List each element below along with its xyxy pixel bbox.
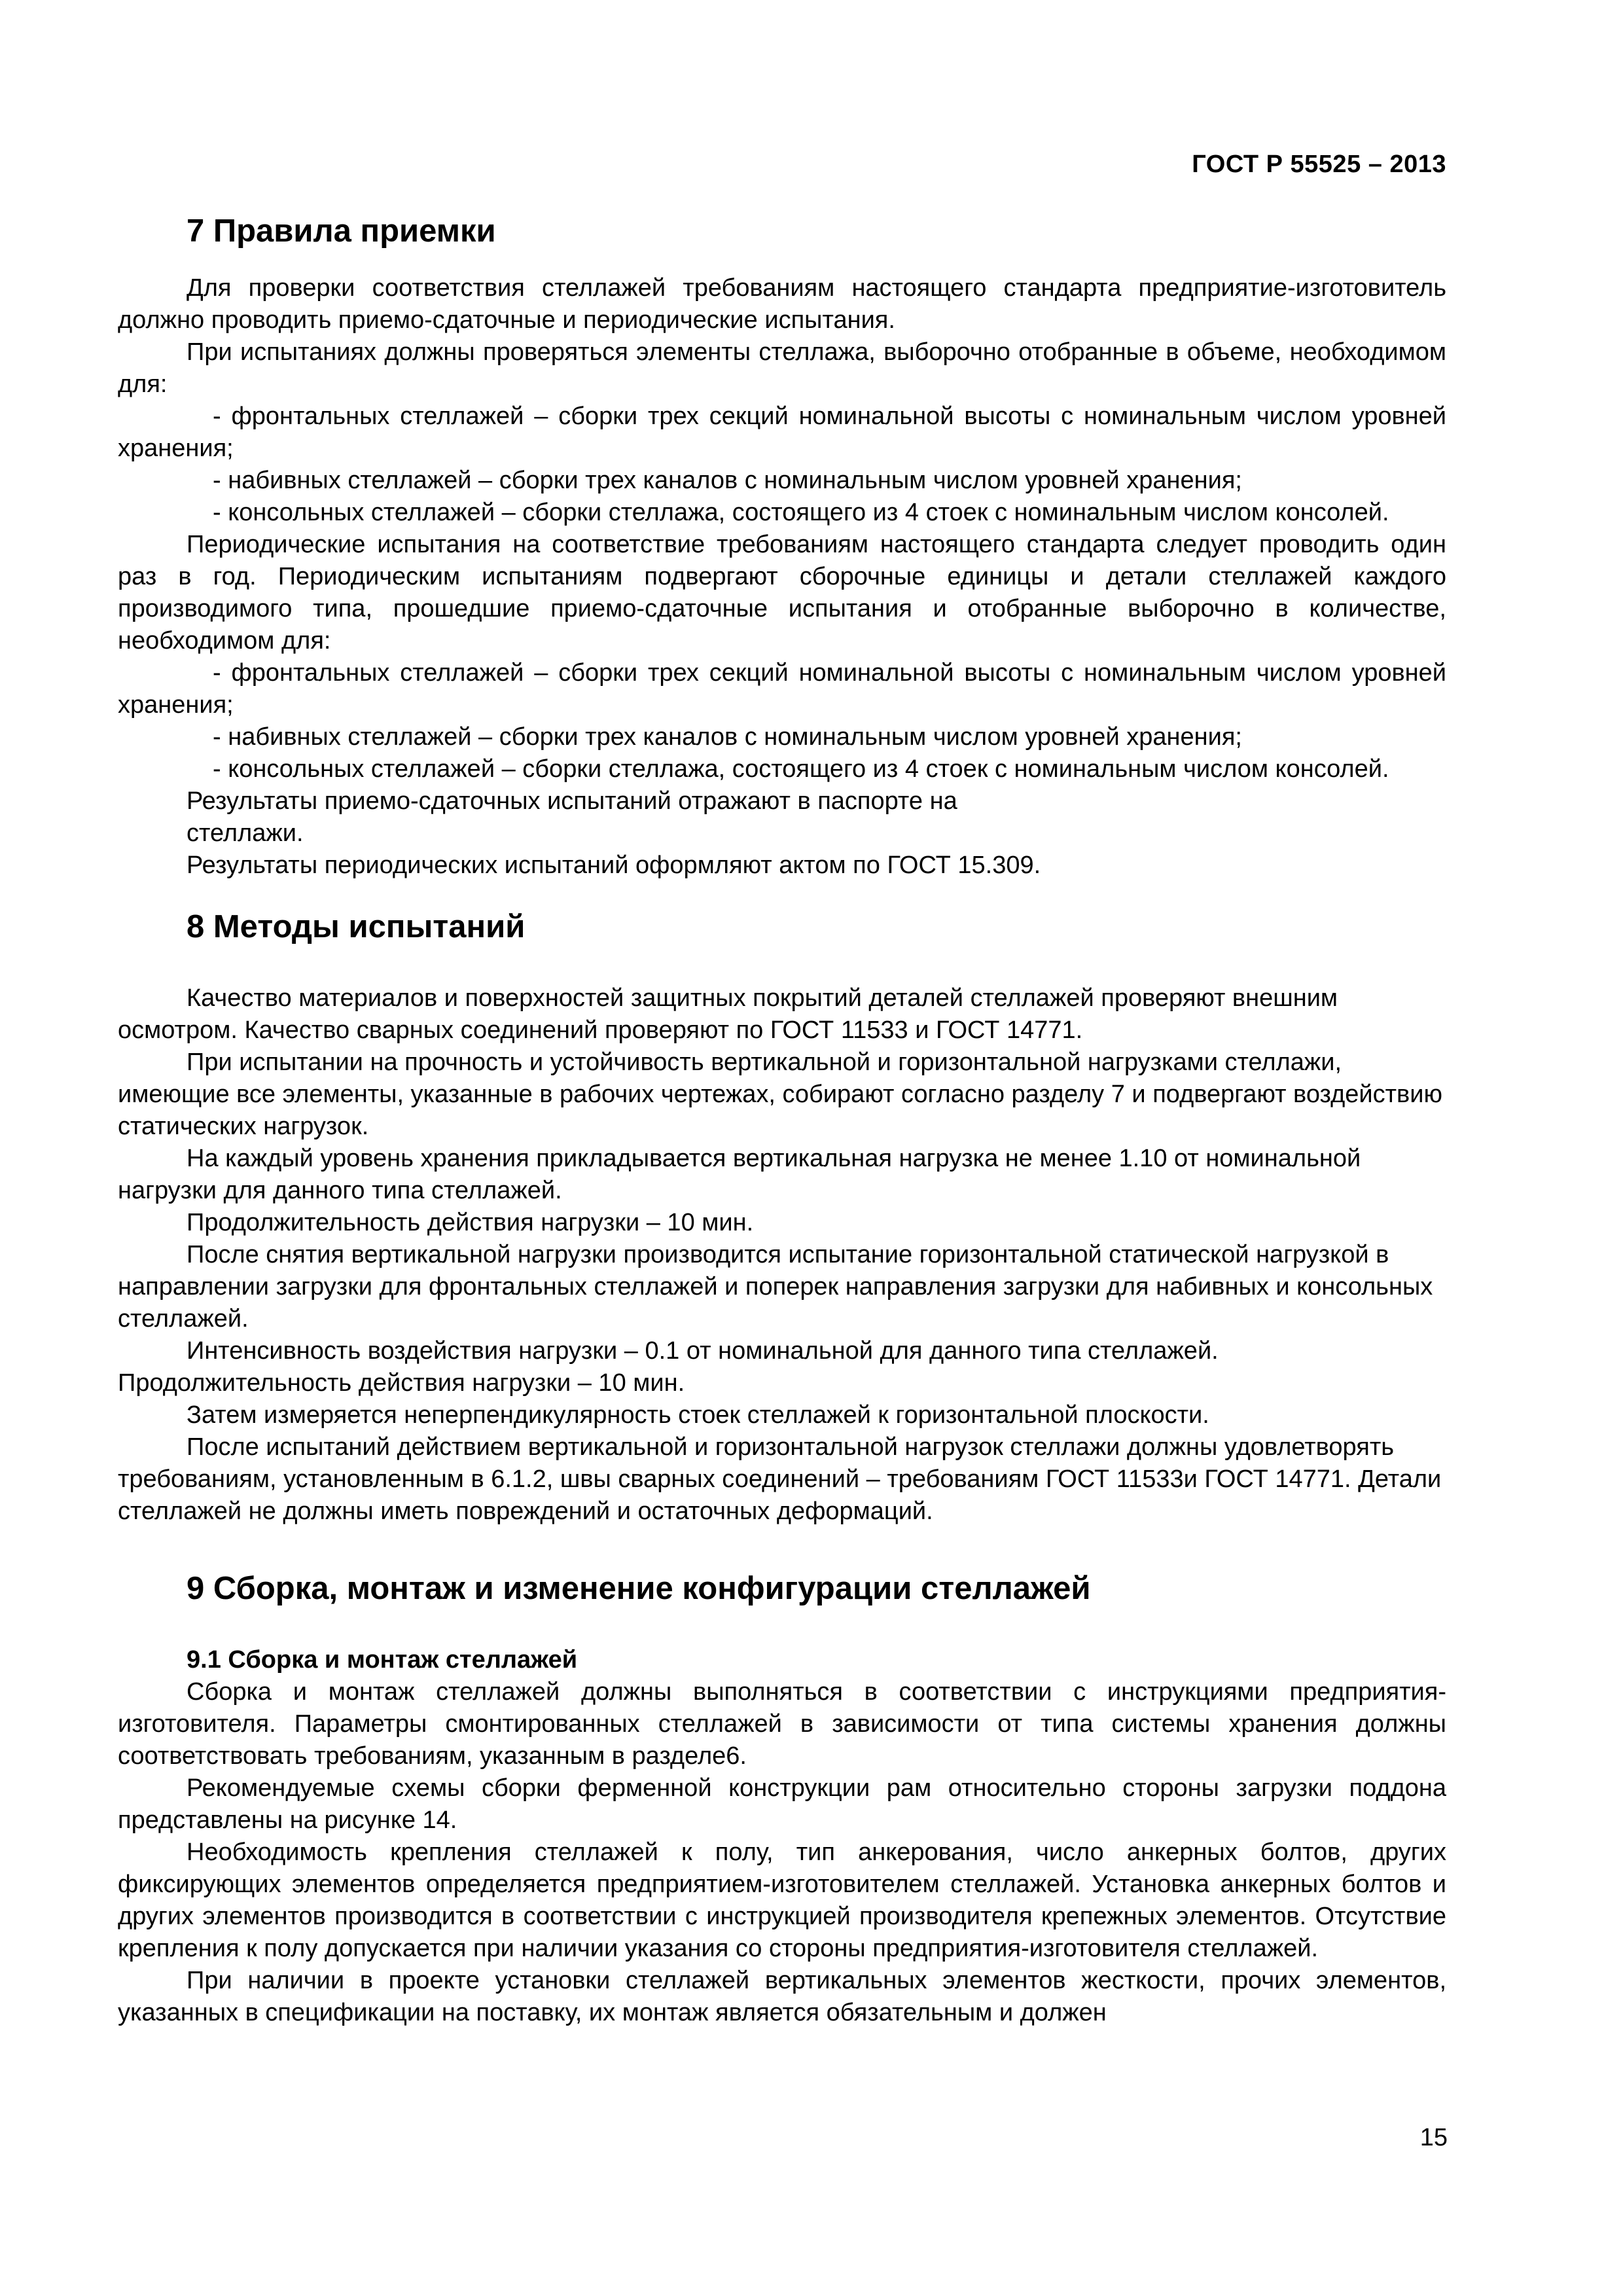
paragraph: Необходимость крепления стеллажей к полу, тип анкерования, число анкерных болтов, других фиксирующих элементов определяется предприятием-изготовителем стеллажей. Установка анкерных болтов и других элементов производится в соответствии с инструкцией производителя крепежных элементов. Отсутствие крепления к полу допускается при наличии указания со стороны предприятия-изготовителя стеллажей. (118, 1839, 1446, 1962)
section-9-title: 9 Сборка, монтаж и изменение конфигурации стеллажей (187, 1571, 1091, 1606)
paragraph: При испытании на прочность и устойчивость вертикальной и горизонтальной нагрузками стеллажи, имеющие все элементы, указанные в рабочих чертежах, собирают согласно разделу 7 и подвергают воздействию статических нагрузок. (118, 1049, 1442, 1140)
paragraph: Рекомендуемые схемы сборки ферменной конструкции рам относительно стороны загрузки поддона представлены на рисунке 14. (118, 1774, 1446, 1834)
paragraph: Интенсивность воздействия нагрузки – 0.1 от номинальной для данного типа стеллажей. (187, 1337, 1219, 1365)
paragraph: После испытаний действием вертикальной и горизонтальной нагрузок стеллажи должны удовлетворять требованиям, установленным в 6.1.2, швы сварных соединений – требованиям ГОСТ 11533и ГОСТ 14771. Детали стеллажей не должны иметь повреждений и остаточных деформаций. (118, 1433, 1442, 1525)
paragraph: Качество материалов и поверхностей защитных покрытий деталей стеллажей проверяют внешним осмотром. Качество сварных соединений проверяют по ГОСТ 11533 и ГОСТ 14771. (118, 984, 1338, 1044)
page-number: 15 (1419, 2124, 1448, 2151)
paragraph: На каждый уровень хранения прикладывается вертикальная нагрузка не менее 1.10 от номинальной нагрузки для данного типа стеллажей. (118, 1145, 1361, 1204)
subsection-9-1-title: 9.1 Сборка и монтаж стеллажей (187, 1646, 578, 1674)
list-item: - консольных стеллажей – сборки стеллажа, состоящего из 4 стоек с номинальным числом консолей. (213, 755, 1389, 783)
paragraph: Периодические испытания на соответствие требованиям настоящего стандарта следует проводить один раз в год. Периодическим испытаниям подвергают сборочные единицы и детали стеллажей каждого производимого типа, прошедшие приемо-сдаточные испытания и отобранные выборочно в количестве, необходимом для: (118, 531, 1446, 655)
paragraph: Сборка и монтаж стеллажей должны выполняться в соответствии с инструкциями предприятия-изготовителя. Параметры смонтированных стеллажей в зависимости от типа системы хранения должны соответствовать требованиям, указанным в разделе6. (118, 1678, 1446, 1770)
section-7-title: 7 Правила приемки (187, 213, 496, 249)
list-item: - набивных стеллажей – сборки трех каналов с номинальным числом уровней хранения; (213, 467, 1242, 494)
paragraph: Результаты периодических испытаний оформляют актом по ГОСТ 15.309. (187, 852, 1041, 879)
page-content (118, 209, 1446, 2029)
paragraph: Результаты приемо-сдаточных испытаний отражают в паспорте на (187, 787, 957, 815)
paragraph: Для проверки соответствия стеллажей требованиям настоящего стандарта предприятие-изготовитель должно проводить приемо-сдаточные и периодические испытания. (118, 274, 1446, 334)
paragraph: стеллажи. (187, 819, 304, 847)
paragraph: Продолжительность действия нагрузки – 10 мин. (118, 1369, 685, 1397)
paragraph: Продолжительность действия нагрузки – 10 мин. (187, 1209, 754, 1236)
paragraph: При наличии в проекте установки стеллажей вертикальных элементов жесткости, прочих элементов, указанных в спецификации на поставку, их монтаж является обязательным и должен (118, 1967, 1446, 2026)
list-item: - консольных стеллажей – сборки стеллажа, состоящего из 4 стоек с номинальным числом консолей. (213, 499, 1389, 526)
paragraph: При испытаниях должны проверяться элементы стеллажа, выборочно отобранные в объеме, необходимом для: (118, 338, 1446, 398)
section-8-title: 8 Методы испытаний (187, 909, 526, 944)
paragraph: После снятия вертикальной нагрузки производится испытание горизонтальной статической нагрузкой в направлении загрузки для фронтальных стеллажей и поперек направления загрузки для набивных и консольных стеллажей. (118, 1241, 1433, 1333)
list-item: - фронтальных стеллажей – сборки трех секций номинальной высоты с номинальным числом уровней хранения; (118, 403, 1446, 462)
paragraph: Затем измеряется неперпендикулярность стоек стеллажей к горизонтальной плоскости. (187, 1401, 1209, 1429)
list-item: - фронтальных стеллажей – сборки трех секций номинальной высоты с номинальным числом уровней хранения; (118, 659, 1446, 719)
list-item: - набивных стеллажей – сборки трех каналов с номинальным числом уровней хранения; (213, 723, 1242, 751)
document-code: ГОСТ Р 55525 – 2013 (1192, 151, 1446, 178)
